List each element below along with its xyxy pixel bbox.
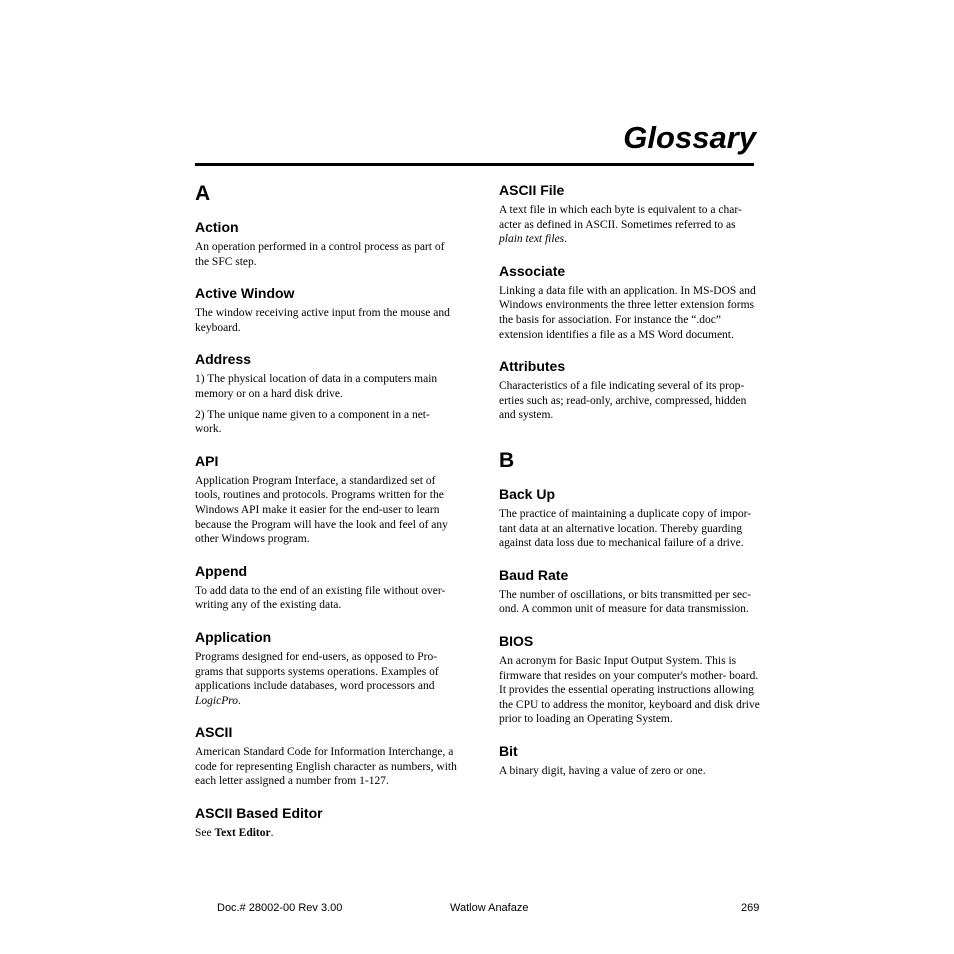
definition-text: A text file in which each byte is equivalent to a char- acter as defined in ASCII. Sometimes referred to as bbox=[499, 204, 742, 231]
glossary-entry-address bbox=[195, 351, 457, 436]
glossary-entry-attributes bbox=[499, 358, 761, 423]
entries-a-continued bbox=[499, 182, 761, 423]
glossary-definition bbox=[499, 284, 761, 342]
definition-text: An acronym for Basic Input Output System. This is firmware that resides on your computer's mother- board. It provides the essential operating instructions allowing the CPU to address the monitor, keyboard and disk drive prior to loading an Operating System. bbox=[499, 654, 760, 726]
glossary-entry-api bbox=[195, 453, 457, 547]
glossary-term: ASCII Based Editor bbox=[195, 805, 323, 822]
glossary-definition bbox=[499, 203, 761, 247]
definition-text: Programs designed for end-users, as opposed to Pro- grams that supports systems operations. Examples of applications include databases, word processors and bbox=[195, 650, 439, 693]
glossary-term: Bit bbox=[499, 742, 518, 759]
definition-text: Application Program Interface, a standardized set of tools, routines and protocols. Programs written for the Windows API make it easier for the end-user to learn because the Program will have the look and feel of any other Windows program. bbox=[195, 474, 448, 546]
definition-tail: . bbox=[270, 827, 274, 840]
glossary-entry-bios bbox=[499, 633, 761, 727]
definition-tail: . bbox=[564, 233, 568, 246]
section-letter-a: A bbox=[195, 182, 211, 205]
definition-text: A binary digit, having a value of zero or one. bbox=[499, 764, 706, 777]
glossary-term: Action bbox=[195, 219, 239, 235]
glossary-definition bbox=[195, 474, 457, 547]
glossary-definition bbox=[195, 372, 457, 401]
section-letter-b: B bbox=[499, 448, 515, 472]
glossary-definition bbox=[195, 745, 457, 789]
glossary-entry-ascii-based-editor bbox=[195, 805, 457, 841]
definition-italic: LogicPro bbox=[195, 694, 239, 707]
glossary-definition bbox=[195, 306, 457, 335]
definition-text: Linking a data file with an application. In MS-DOS and Windows environments the three letter extension forms the basis for association. For instance the “.doc” extension identifies a file as a MS Word document. bbox=[499, 284, 756, 341]
glossary-term: Active Window bbox=[195, 285, 295, 302]
definition-text: Characteristics of a file indicating several of its prop- erties such as; read-only, archive, compressed, hidden and system. bbox=[499, 380, 747, 422]
glossary-definition bbox=[195, 408, 457, 437]
right-column bbox=[499, 182, 761, 794]
glossary-definition bbox=[499, 764, 761, 779]
definition-text: An operation performed in a control process as part of the SFC step. bbox=[195, 241, 445, 268]
glossary-term: API bbox=[195, 452, 219, 469]
definition-text: American Standard Code for Information Interchange, a code for representing English character as numbers, with each letter assigned a number from 1-127. bbox=[195, 746, 457, 788]
entries-b bbox=[499, 486, 761, 779]
glossary-entry-back-up bbox=[499, 486, 761, 551]
footer-page-number: 269 bbox=[741, 902, 760, 914]
glossary-definition bbox=[499, 379, 761, 423]
glossary-definition bbox=[499, 507, 761, 551]
definition-text: The window receiving active input from the mouse and keyboard. bbox=[195, 307, 450, 334]
glossary-term: Address bbox=[195, 351, 252, 368]
glossary-term: Append bbox=[195, 562, 248, 579]
glossary-entry-action bbox=[195, 219, 457, 269]
glossary-term: ASCII bbox=[195, 724, 233, 741]
definition-italic: plain text files bbox=[499, 233, 565, 246]
left-column bbox=[195, 182, 457, 857]
glossary-definition bbox=[195, 584, 457, 613]
glossary-entry-active-window bbox=[195, 285, 457, 335]
definition-text: See bbox=[195, 827, 215, 840]
glossary-term: Attributes bbox=[499, 358, 566, 375]
glossary-entry-append bbox=[195, 563, 457, 613]
glossary-term: Back Up bbox=[499, 485, 556, 502]
glossary-entry-bit bbox=[499, 743, 761, 779]
glossary-term: BIOS bbox=[499, 632, 534, 649]
page-title: Glossary bbox=[623, 120, 756, 155]
glossary-entry-ascii bbox=[195, 724, 457, 789]
footer-company: Watlow Anafaze bbox=[450, 902, 529, 914]
footer-doc-number: Doc.# 28002-00 Rev 3.00 bbox=[217, 902, 343, 914]
title-rule bbox=[195, 163, 754, 166]
glossary-term: ASCII File bbox=[499, 182, 565, 198]
glossary-entry-baud-rate bbox=[499, 567, 761, 617]
glossary-term: Application bbox=[195, 628, 272, 645]
glossary-definition bbox=[195, 240, 457, 269]
glossary-definition bbox=[499, 588, 761, 617]
glossary-definition bbox=[195, 826, 457, 841]
glossary-term: Baud Rate bbox=[499, 566, 569, 583]
glossary-entry-ascii-file bbox=[499, 182, 761, 247]
definition-cross-reference: Text Editor bbox=[214, 827, 271, 840]
glossary-definition bbox=[195, 650, 457, 708]
definition-text: 1) The physical location of data in a computers main memory or on a hard disk drive. bbox=[195, 373, 438, 400]
glossary-term: Associate bbox=[499, 262, 566, 279]
glossary-definition bbox=[499, 654, 761, 727]
glossary-entry-associate bbox=[499, 263, 761, 342]
definition-text: The number of oscillations, or bits transmitted per sec- ond. A common unit of measure for data transmission. bbox=[499, 588, 751, 616]
glossary-entry-application bbox=[195, 629, 457, 708]
definition-tail: . bbox=[238, 694, 241, 707]
definition-text: 2) The unique name given to a component in a net- work. bbox=[195, 408, 430, 436]
definition-text: To add data to the end of an existing file without over- writing any of the existing data. bbox=[195, 584, 446, 612]
definition-text: The practice of maintaining a duplicate copy of impor- tant data at an alternative location. Thereby guarding against data loss due to mechanical failure of a drive. bbox=[499, 507, 752, 550]
entries-a bbox=[195, 219, 457, 841]
